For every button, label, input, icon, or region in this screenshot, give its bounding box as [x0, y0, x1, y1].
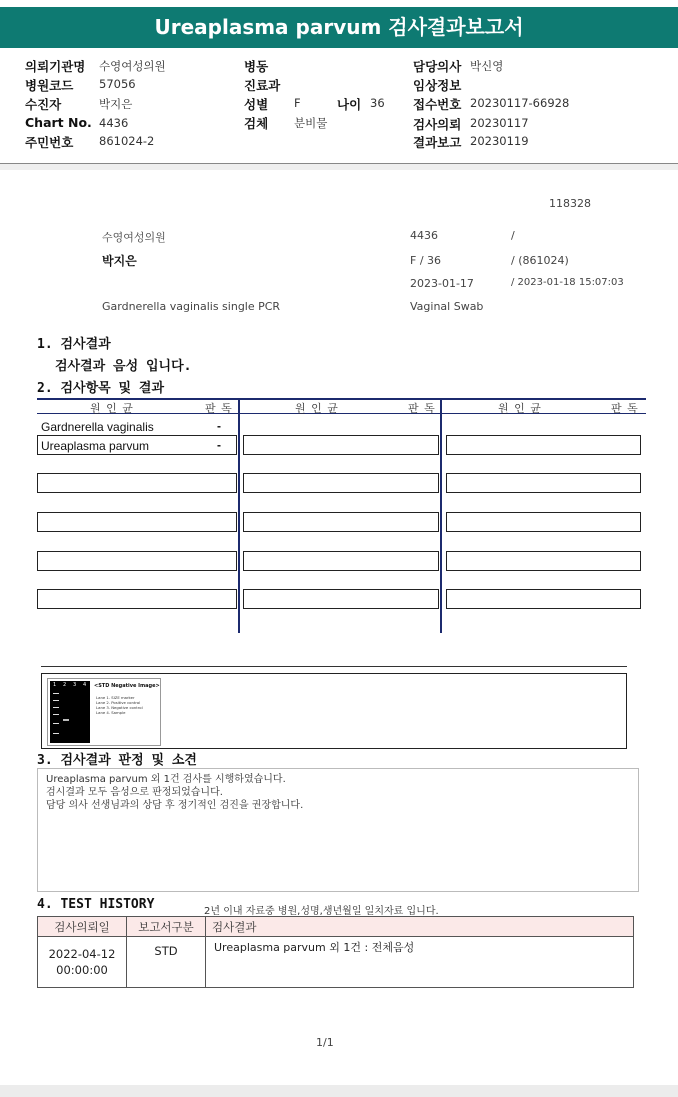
- report-datetime: / 2023-01-18 15:07:03: [511, 277, 624, 288]
- gel-band: [53, 693, 59, 694]
- column-header-organism: 원 인 균: [90, 402, 134, 415]
- test-name: Gardnerella vaginalis single PCR: [102, 300, 281, 313]
- organism-result: -: [217, 419, 221, 433]
- header-value: 20230117-66928: [470, 96, 570, 110]
- divider: [0, 164, 678, 170]
- gel-photo: [50, 681, 90, 743]
- header-label: 임상정보: [413, 78, 462, 93]
- header-value: 36: [370, 96, 385, 110]
- header-label: 성별: [244, 97, 269, 112]
- patient-name: 박지은: [102, 254, 137, 268]
- report-code: 118328: [549, 197, 591, 210]
- gel-band: [53, 700, 59, 701]
- header-label: 수진자: [25, 97, 62, 112]
- history-header: 검사결과: [206, 917, 634, 937]
- lane-number: 1: [53, 682, 57, 688]
- header-label: 병동: [244, 59, 269, 74]
- section-1-title: 1. 검사결과: [37, 337, 111, 352]
- header-value: 20230117: [470, 116, 529, 130]
- gel-legend-item: Lane 2. Positive control: [96, 700, 141, 705]
- result-cell: [37, 512, 237, 532]
- result-cell: [37, 589, 237, 609]
- column-header-result: 판 독: [205, 402, 233, 415]
- history-time: 00:00:00: [56, 963, 108, 977]
- gel-legend-item: Lane 4. Sample: [96, 710, 126, 715]
- result-cell: [446, 551, 641, 571]
- specimen-type: Vaginal Swab: [410, 300, 484, 313]
- page-bottom-band: [0, 1085, 678, 1097]
- header-value: 861024-2: [99, 134, 155, 148]
- divider: [41, 666, 627, 667]
- header-label: 나이: [337, 97, 362, 112]
- result-cell: [446, 589, 641, 609]
- header-value: 20230119: [470, 134, 529, 148]
- comment-box: [37, 768, 639, 892]
- header-value: 수영여성의원: [99, 59, 166, 73]
- section-3-title: 3. 검사결과 판정 및 소견: [37, 753, 197, 768]
- gel-legend-item: Lane 3. Negative control: [96, 705, 143, 710]
- column-header-organism: 원 인 균: [295, 402, 339, 415]
- info-slash: /: [511, 229, 515, 242]
- header-value: 분비물: [294, 116, 328, 130]
- gel-band: [53, 707, 59, 708]
- birth-date: / (861024): [511, 254, 569, 267]
- organism-name: Gardnerella vaginalis: [41, 420, 154, 434]
- chart-number: 4436: [410, 229, 438, 242]
- lane-number: 3: [73, 682, 77, 688]
- page-number: 1/1: [316, 1036, 334, 1049]
- clinic-name: 수영여성의원: [102, 231, 166, 244]
- column-header-result: 판 독: [408, 402, 436, 415]
- gel-image: [47, 678, 161, 746]
- result-cell: [446, 435, 641, 455]
- lane-number: 2: [63, 682, 67, 688]
- gel-band: [53, 714, 59, 715]
- history-header: 검사의뢰일: [38, 917, 127, 937]
- header-label: 검사의뢰: [413, 117, 462, 132]
- column-header-organism: 원 인 균: [498, 402, 542, 415]
- grid-column-divider: [440, 398, 442, 633]
- column-header-result: 판 독: [611, 402, 639, 415]
- header-value: F: [294, 96, 301, 110]
- lane-number: 4: [83, 682, 87, 688]
- header-label: 진료과: [244, 78, 281, 93]
- history-table: [37, 916, 634, 988]
- history-date-cell: [38, 937, 127, 988]
- header-label: 주민번호: [25, 135, 74, 150]
- history-header: 보고서구분: [127, 917, 206, 937]
- sex-age: F / 36: [410, 254, 442, 267]
- header-label: 병원코드: [25, 78, 74, 93]
- header-label: 결과보고: [413, 135, 462, 150]
- gel-legend-item: Lane 1. SIZE marker: [96, 695, 135, 700]
- header-label: 검체: [244, 116, 269, 131]
- table-row: [38, 937, 634, 988]
- result-cell: [243, 473, 439, 493]
- result-cell: [243, 589, 439, 609]
- header-label: 담당의사: [413, 59, 462, 74]
- result-cell: [243, 512, 439, 532]
- overall-result: 검사결과 음성 입니다.: [55, 359, 192, 374]
- history-note: 2년 이내 자료중 병원,성명,생년월일 일치자료 입니다.: [204, 906, 439, 917]
- result-cell: [243, 435, 439, 455]
- gel-band: [53, 723, 59, 724]
- gel-title: <STD Negative Image>: [94, 683, 160, 689]
- comment-line: 담당 의사 선생님과의 상담 후 정기적인 검진을 권장합니다.: [46, 800, 304, 811]
- header-label: 의뢰기관명: [25, 59, 86, 74]
- header-value: 박신영: [470, 59, 504, 73]
- request-date: 2023-01-17: [410, 277, 474, 290]
- result-cell: [37, 473, 237, 493]
- comment-line: Ureaplasma parvum 외 1건 검사를 시행하였습니다.: [46, 774, 286, 785]
- section-4-title: 4. TEST HISTORY: [37, 897, 155, 912]
- section-2-title: 2. 검사항목 및 결과: [37, 381, 165, 396]
- header-value: 박지은: [99, 97, 133, 111]
- gel-band: [53, 733, 59, 734]
- organism-result: -: [217, 438, 221, 452]
- history-result: Ureaplasma parvum 외 1건 : 전체음성: [206, 937, 634, 988]
- grid-column-divider: [238, 398, 240, 633]
- result-cell: [37, 551, 237, 571]
- history-type: STD: [127, 937, 206, 988]
- header-value: 4436: [99, 116, 129, 130]
- header-label: Chart No.: [25, 115, 92, 130]
- comment-line: 검시결과 모두 음성으로 판정되었습니다.: [46, 787, 223, 798]
- result-cell: [243, 551, 439, 571]
- organism-name: Ureaplasma parvum: [41, 439, 150, 453]
- result-cell: [446, 473, 641, 493]
- header-label: 접수번호: [413, 97, 462, 112]
- header-value: 57056: [99, 77, 136, 91]
- history-date: 2022-04-12: [48, 947, 116, 961]
- result-cell: [446, 512, 641, 532]
- gel-band: [63, 719, 69, 721]
- report-title: Ureaplasma parvum 검사결과보고서: [154, 15, 524, 39]
